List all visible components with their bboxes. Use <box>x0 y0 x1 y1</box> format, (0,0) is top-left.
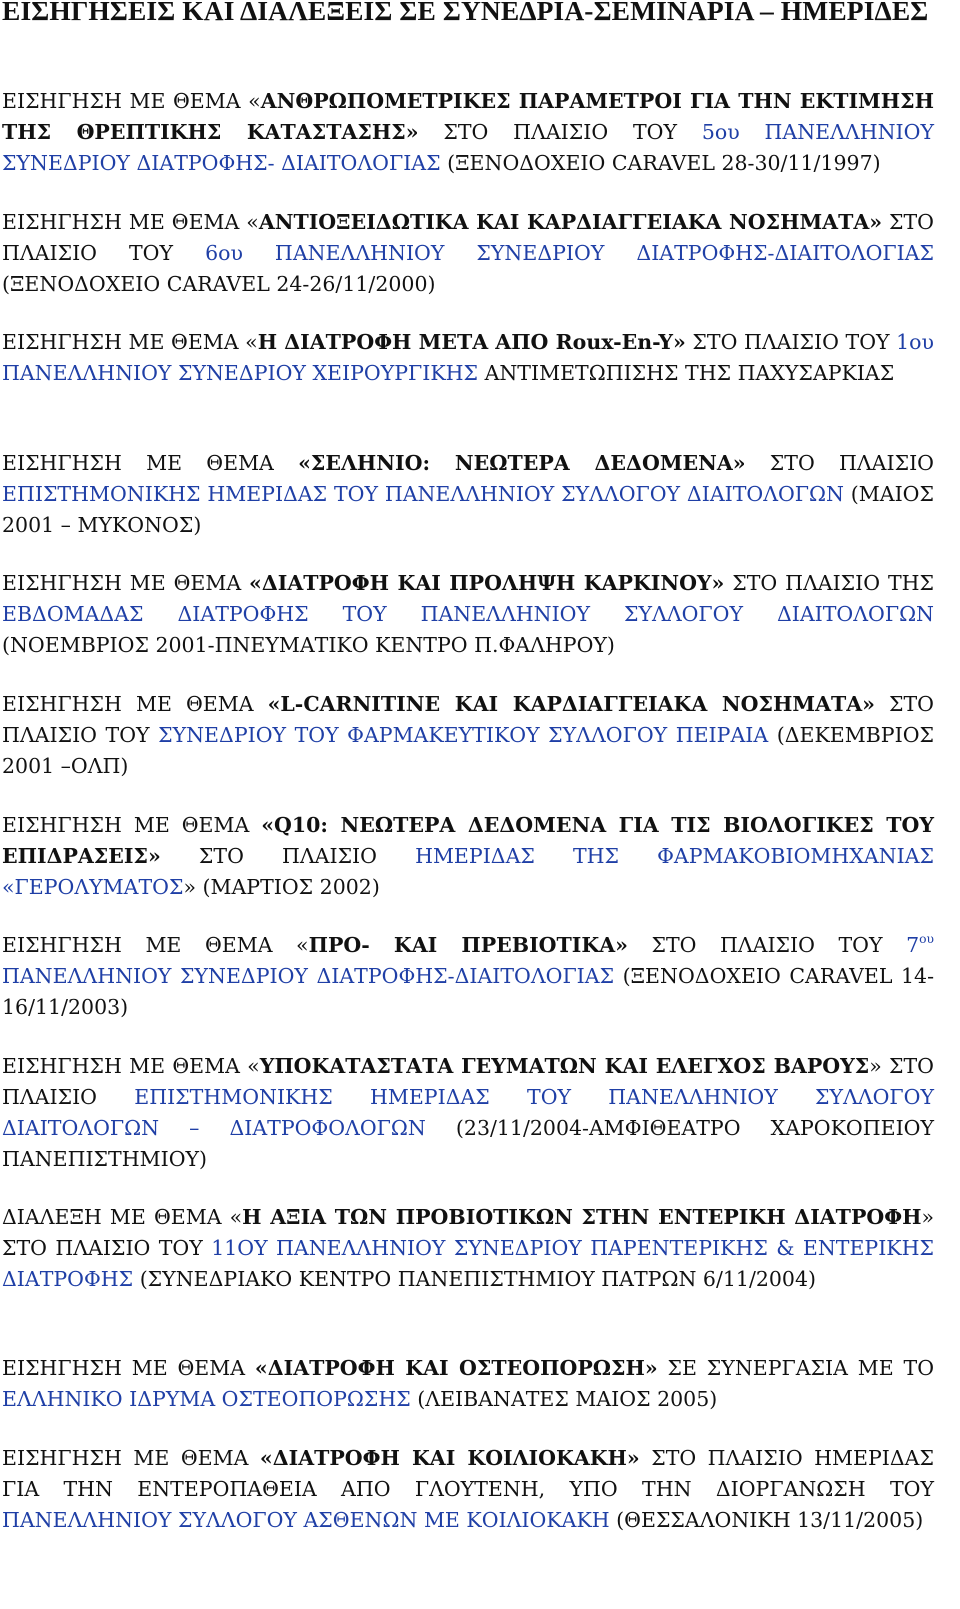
entry-details: » (ΜΑΡΤΙΟΣ 2002) <box>183 875 380 899</box>
entry-context: ΣΤΟ ΠΛΑΙΣΙΟ ΤΟΥ <box>418 120 702 144</box>
entry-topic: ΠΡΟ- ΚΑΙ ΠΡΕΒΙΟΤΙΚΑ» <box>308 933 628 957</box>
entry-details: (ΘΕΣΣΑΛΟΝΙΚΗ 13/11/2005) <box>609 1508 924 1532</box>
entry-9 <box>2 1051 934 1175</box>
entry-event-link[interactable]: ΠΑΝΕΛΛΗΝΙΟΥ ΣΥΛΛΟΓΟΥ ΑΣΘΕΝΩΝ ΜΕ ΚΟΙΛΙΟΚΑΚΗ <box>2 1508 610 1532</box>
entry-prefix: ΕΙΣΗΓΗΣΗ ΜΕ ΘΕΜΑ <box>2 1446 260 1470</box>
entry-topic: «L-CARNITINE ΚΑΙ ΚΑΡΔΙΑΓΓΕΙΑΚΑ ΝΟΣΗΜΑΤΑ» <box>267 692 875 716</box>
entry-topic: ΥΠΟΚΑΤΑΣΤΑΤΑ ΓΕΥΜΑΤΩΝ ΚΑΙ ΕΛΕΓΧΟΣ ΒΑΡΟΥΣ <box>259 1054 870 1078</box>
entry-prefix: ΕΙΣΗΓΗΣΗ ΜΕ ΘΕΜΑ <box>2 571 250 595</box>
entry-context: ΣΤΟ ΠΛΑΙΣΙΟ <box>745 451 934 475</box>
entry-topic: Η ΔΙΑΤΡΟΦΗ ΜΕΤΑ ΑΠΟ Roux-En-Y» <box>257 330 686 354</box>
entry-prefix: ΕΙΣΗΓΗΣΗ ΜΕ ΘΕΜΑ « <box>2 1054 260 1078</box>
entry-topic: «ΔΙΑΤΡΟΦΗ ΚΑΙ ΠΡΟΛΗΨΗ ΚΑΡΚΙΝΟΥ» <box>249 571 725 595</box>
entry-context: ΣΤΟ ΠΛΑΙΣΙΟ ΗΜΕΡΙΔΑΣ ΓΙΑ ΤΗΝ ΕΝΤΕΡΟΠΑΘΕΙΑ ΑΠΟ ΓΛΟΥΤΕΝΗ, ΥΠΟ ΤΗΝ ΔΙΟΡΓΑΝΩΣΗ ΤΟΥ <box>2 1446 934 1501</box>
event-ordinal: 7 <box>906 933 920 957</box>
entry-1 <box>2 86 934 179</box>
entry-details: (ΛΕΙΒΑΝΑΤΕΣ ΜΑΙΟΣ 2005) <box>410 1387 718 1411</box>
entry-event-link[interactable]: 11ΟΥ ΠΑΝΕΛΛΗΝΙΟΥ ΣΥΝΕΔΡΙΟΥ ΠΑΡΕΝΤΕΡΙΚΗΣ & ΕΝΤΕΡΙΚΗΣ ΔΙΑΤΡΟΦΗΣ <box>2 1236 934 1291</box>
entry-topic: ΑΝΘΡΩΠΟΜΕΤΡΙΚΕΣ ΠΑΡΑΜΕΤΡΟΙ ΓΙΑ ΤΗΝ ΕΚΤΙΜΗΣΗ ΤΗΣ ΘΡΕΠΤΙΚΗΣ ΚΑΤΑΣΤΑΣΗΣ» <box>2 89 934 144</box>
entry-details: (ΞΕΝΟΔΟΧΕΙΟ CARAVEL 28-30/11/1997) <box>440 151 881 175</box>
entry-context: ΣΤΟ ΠΛΑΙΣΙΟ ΤΟΥ <box>627 933 907 957</box>
entry-context: ΣΤΟ ΠΛΑΙΣΙΟ ΤΟΥ <box>685 330 897 354</box>
entry-12 <box>2 1443 934 1536</box>
entry-details: (ΞΕΝΟΔΟΧΕΙΟ CARAVEL 14-16/11/2003) <box>2 964 935 1019</box>
entry-topic: «ΔΙΑΤΡΟΦΗ ΚΑΙ ΟΣΤΕΟΠΟΡΩΣΗ» <box>254 1356 658 1380</box>
entry-prefix: ΔΙΑΛΕΞΗ ΜΕ ΘΕΜΑ « <box>2 1205 243 1229</box>
entry-11 <box>2 1353 934 1415</box>
entry-prefix: ΕΙΣΗΓΗΣΗ ΜΕ ΘΕΜΑ <box>2 1356 255 1380</box>
entry-8 <box>2 930 934 1023</box>
entry-context: ΣΕ ΣΥΝΕΡΓΑΣΙΑ ΜΕ ΤΟ <box>657 1356 935 1380</box>
entry-context: ΣΤΟ ΠΛΑΙΣΙΟ ΤΗΣ <box>724 571 934 595</box>
entry-event-link[interactable]: ΕΛΛΗΝΙΚΟ ΙΔΡΥΜΑ ΟΣΤΕΟΠΟΡΩΣΗΣ <box>2 1387 411 1411</box>
entry-prefix: ΕΙΣΗΓΗΣΗ ΜΕ ΘΕΜΑ <box>2 692 268 716</box>
entry-context: ΣΤΟ ΠΛΑΙΣΙΟ ΤΟΥ <box>2 210 934 265</box>
entry-6 <box>2 689 934 782</box>
entry-prefix: ΕΙΣΗΓΗΣΗ ΜΕ ΘΕΜΑ <box>2 451 299 475</box>
entry-5 <box>2 568 934 661</box>
entry-prefix: ΕΙΣΗΓΗΣΗ ΜΕ ΘΕΜΑ <box>2 813 262 837</box>
entry-prefix: ΕΙΣΗΓΗΣΗ ΜΕ ΘΕΜΑ « <box>2 89 261 113</box>
entry-event-link[interactable]: ΣΥΝΕΔΡΙΟΥ ΤΟΥ ΦΑΡΜΑΚΕΥΤΙΚΟΥ ΣΥΛΛΟΓΟΥ ΠΕΙΡΑΙΑ <box>158 723 769 747</box>
entry-prefix: ΕΙΣΗΓΗΣΗ ΜΕ ΘΕΜΑ « <box>2 330 258 354</box>
entry-event-link[interactable]: ΗΜΕΡΙΔΑΣ ΤΗΣ ΦΑΡΜΑΚΟΒΙΟΜΗΧΑΝΙΑΣ «ΓΕΡΟΛΥΜΑΤΟΣ <box>2 844 935 899</box>
entry-topic: Η ΑΞΙΑ ΤΩΝ ΠΡΟΒΙΟΤΙΚΩΝ ΣΤΗΝ ΕΝΤΕΡΙΚΗ ΔΙΑΤΡΟΦΗ <box>242 1205 922 1229</box>
entry-event-link[interactable]: ΕΠΙΣΤΗΜΟΝΙΚΗΣ ΗΜΕΡΙΔΑΣ ΤΟΥ ΠΑΝΕΛΛΗΝΙΟΥ ΣΥΛΛΟΓΟΥ ΔΙΑΙΤΟΛΟΓΩΝ <box>2 482 844 506</box>
entry-prefix: ΕΙΣΗΓΗΣΗ ΜΕ ΘΕΜΑ « <box>2 210 259 234</box>
entry-details: (ΝΟΕΜΒΡΙΟΣ 2001-ΠΝΕΥΜΑΤΙΚΟ ΚΕΝΤΡΟ Π.ΦΑΛΗΡΟΥ) <box>2 633 615 657</box>
entry-event-link[interactable]: ΕΒΔΟΜΑΔΑΣ ΔΙΑΤΡΟΦΗΣ ΤΟΥ ΠΑΝΕΛΛΗΝΙΟΥ ΣΥΛΛΟΓΟΥ ΔΙΑΙΤΟΛΟΓΩΝ <box>2 602 934 626</box>
entry-4 <box>2 448 934 541</box>
entry-details: (23/11/2004-ΑΜΦΙΘΕΑΤΡΟ ΧΑΡΟΚΟΠΕΙΟΥ ΠΑΝΕΠΙΣΤΗΜΙΟΥ) <box>2 1116 935 1171</box>
entry-7 <box>2 810 934 903</box>
event-ordinal-suffix: ου <box>919 931 934 946</box>
entry-event-link[interactable]: 1ου ΠΑΝΕΛΛΗΝΙΟΥ ΣΥΝΕΔΡΙΟΥ ΧΕΙΡΟΥΡΓΙΚΗΣ <box>2 330 934 385</box>
entry-3 <box>2 327 934 389</box>
entry-details: (ΞΕΝΟΔΟΧΕΙΟ CARAVEL 24-26/11/2000) <box>2 272 436 296</box>
entry-details: (ΔΕΚΕΜΒΡΙΟΣ 2001 –ΟΛΠ) <box>2 723 934 778</box>
entry-context: ΣΤΟ ΠΛΑΙΣΙΟ <box>160 844 416 868</box>
entry-topic: «Q10: ΝΕΩΤΕΡΑ ΔΕΔΟΜΕΝΑ ΓΙΑ ΤΙΣ ΒΙΟΛΟΓΙΚΕΣ ΤΟΥ ΕΠΙΔΡΑΣΕΙΣ» <box>2 813 934 868</box>
entry-event-link[interactable]: 6ου ΠΑΝΕΛΛΗΝΙΟΥ ΣΥΝΕΔΡΙΟΥ ΔΙΑΤΡΟΦΗΣ-ΔΙΑΙΤΟΛΟΓΙΑΣ <box>205 241 934 265</box>
entry-prefix: ΕΙΣΗΓΗΣΗ ΜΕ ΘΕΜΑ « <box>2 933 309 957</box>
entry-details: (ΜΑΙΟΣ 2001 – ΜΥΚΟΝΟΣ) <box>2 482 934 537</box>
entry-context: ΣΤΟ ΠΛΑΙΣΙΟ ΤΟΥ <box>2 692 934 747</box>
entry-topic: ΑΝΤΙΟΞΕΙΔΩΤΙΚΑ ΚΑΙ ΚΑΡΔΙΑΓΓΕΙΑΚΑ ΝΟΣΗΜΑΤΑ» <box>258 210 883 234</box>
entry-context: » ΣΤΟ ΠΛΑΙΣΙΟ <box>2 1054 934 1109</box>
entry-event-link[interactable]: ΕΠΙΣΤΗΜΟΝΙΚΗΣ ΗΜΕΡΙΔΑΣ ΤΟΥ ΠΑΝΕΛΛΗΝΙΟΥ ΣΥΛΛΟΓΟΥ ΔΙΑΙΤΟΛΟΓΩΝ – ΔΙΑΤΡΟΦΟΛΟΓΩΝ <box>2 1085 934 1140</box>
entry-2 <box>2 207 934 300</box>
event-name: ΠΑΝΕΛΛΗΝΙΟΥ ΣΥΝΕΔΡΙΟΥ ΔΙΑΤΡΟΦΗΣ-ΔΙΑΙΤΟΛΟΓΙΑΣ <box>2 964 615 988</box>
entry-context: » ΣΤΟ ΠΛΑΙΣΙΟ ΤΟΥ <box>2 1205 934 1260</box>
entry-10 <box>2 1202 934 1295</box>
entry-details: (ΣΥΝΕΔΡΙΑΚΟ ΚΕΝΤΡΟ ΠΑΝΕΠΙΣΤΗΜΙΟΥ ΠΑΤΡΩΝ 6/11/2004) <box>133 1267 817 1291</box>
entry-topic: «ΔΙΑΤΡΟΦΗ ΚΑΙ ΚΟΙΛΙΟΚΑΚΗ» <box>259 1446 640 1470</box>
entry-details: ΑΝΤΙΜΕΤΩΠΙΣΗΣ ΤΗΣ ΠΑΧΥΣΑΡΚΙΑΣ <box>478 361 895 385</box>
entry-event-link[interactable]: 5ου ΠΑΝΕΛΛΗΝΙΟΥ ΣΥΝΕΔΡΙΟΥ ΔΙΑΤΡΟΦΗΣ- ΔΙΑΙΤΟΛΟΓΙΑΣ <box>2 120 934 175</box>
page-title: ΕΙΣΗΓΗΣΕΙΣ ΚΑΙ ΔΙΑΛΕΞΕΙΣ ΣΕ ΣΥΝΕΔΡΙΑ-ΣΕΜΙΝΑΡΙΑ – ΗΜΕΡΙΔΕΣ <box>2 0 929 26</box>
entry-topic: «ΣΕΛΗΝΙΟ: ΝΕΩΤΕΡΑ ΔΕΔΟΜΕΝΑ» <box>298 451 746 475</box>
